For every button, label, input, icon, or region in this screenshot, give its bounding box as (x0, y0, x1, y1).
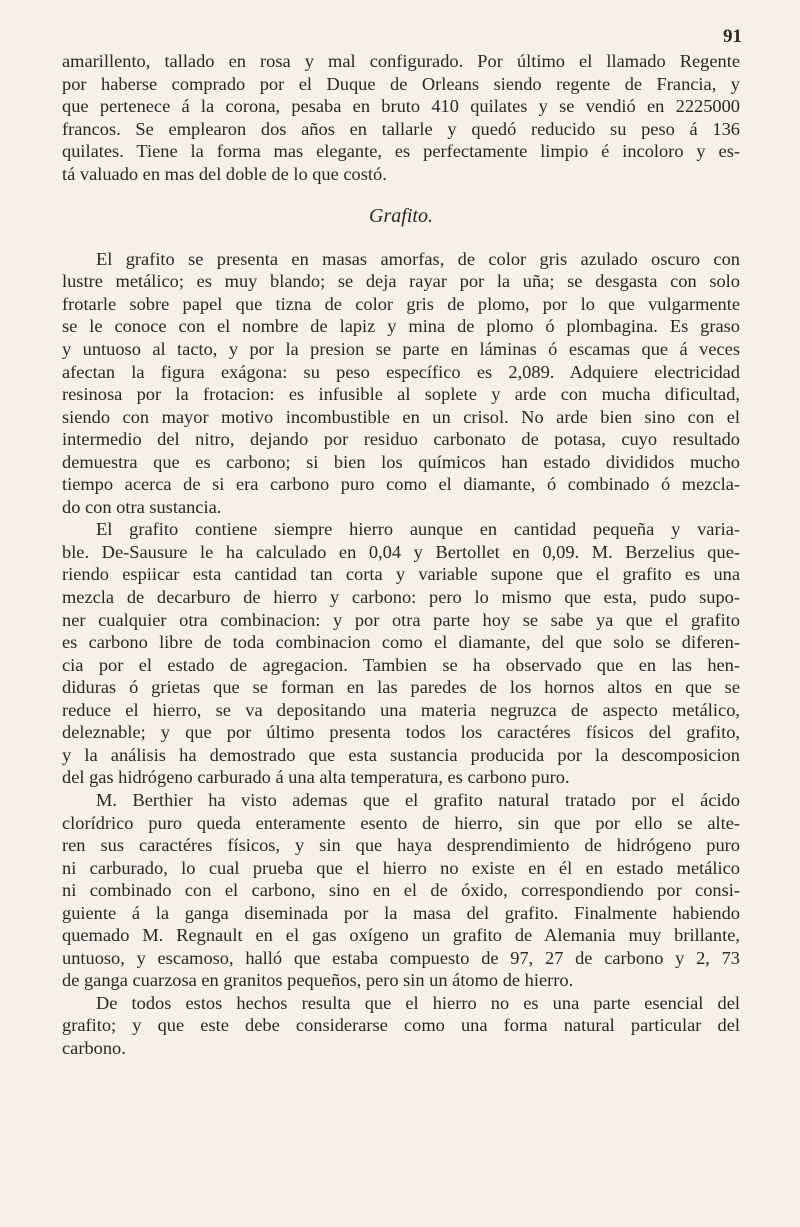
text-line: frotarle sobre papel que tizna de color gris de plomo, por lo que vulgarmente (62, 293, 740, 314)
text-line: afectan la figura exágona: su peso específico es 2,089. Adquiere electricidad (62, 361, 740, 382)
text-line: tá valuado en mas del doble de lo que costó. (62, 163, 387, 184)
text-line: ner cualquier otra combinacion: y por otra parte hoy se sabe ya que el grafito (62, 609, 740, 630)
text-line: del gas hidrógeno carburado á una alta temperatura, es carbono puro. (62, 767, 570, 788)
text-line: ble. De-Sausure le ha calculado en 0,04 y Bertollet en 0,09. M. Berzelius que- (62, 541, 740, 562)
text-line: y untuoso al tacto, y por la presion se parte en láminas ó escamas que á veces (62, 339, 740, 360)
text-line: deleznable; y que por último presenta todos los caractéres físicos del grafito, (62, 722, 740, 743)
text-line: El grafito se presenta en masas amorfas, de color gris azulado oscuro con (96, 248, 740, 269)
text-line: De todos estos hechos resulta que el hierro no es una parte esencial del (96, 992, 740, 1013)
text-line: de ganga cuarzosa en granitos pequeños, pero sin un átomo de hierro. (62, 970, 574, 991)
text-line: riendo espiicar esta cantidad tan corta y variable supone que el grafito es una (62, 564, 740, 585)
text-line: M. Berthier ha visto ademas que el grafito natural tratado por el ácido (96, 789, 740, 810)
paragraph-iron-content (62, 518, 740, 789)
text-line: tiempo acerca de si era carbono puro como el diamante, ó combinado ó mezcla- (62, 474, 740, 495)
text-line: untuoso, y escamoso, halló que estaba compuesto de 97, 27 de carbono y 2, 73 (62, 947, 740, 968)
text-line: grafito; y que este debe considerarse como una forma natural particular del (62, 1015, 740, 1036)
text-line: es carbono libre de toda combinacion como el diamante, del que solo se diferen- (62, 632, 740, 653)
text-line: ren sus caractéres físicos, y sin que haya desprendimiento de hidrógeno puro (62, 835, 740, 856)
text-line: clorídrico puro queda enteramente esento de hierro, sin que por ello se alte- (62, 812, 740, 833)
text-line: demuestra que es carbono; si bien los químicos han estado divididos mucho (62, 451, 740, 472)
text-line: carbono. (62, 1037, 126, 1058)
text-line: guiente á la ganga diseminada por la masa del grafito. Finalmente habiendo (62, 902, 740, 923)
text-line: y la análisis ha demostrado que esta sustancia producida por la descomposicion (62, 744, 740, 765)
paragraph-conclusion (62, 992, 740, 1060)
paragraph-berthier (62, 789, 740, 992)
text-line: mezcla de decarburo de hierro y carbono: pero lo mismo que esta, pudo supo- (62, 587, 740, 608)
text-line: quilates. Tiene la forma mas elegante, es perfectamente limpio é incoloro y es- (62, 141, 740, 162)
text-line: siendo con mayor motivo incombustible en un crisol. No arde bien sino con el (62, 406, 740, 427)
text-line: lustre metálico; es muy blando; se deja rayar por la uña; se desgasta con solo (62, 271, 740, 292)
text-line: cia por el estado de agregacion. Tambien se ha observado que en las hen- (62, 654, 740, 675)
text-line: se le conoce con el nombre de lapiz y mina de plomo ó plombagina. Es graso (62, 316, 740, 337)
text-line: El grafito contiene siempre hierro aunque en cantidad pequeña y varia- (96, 519, 740, 540)
text-line: diduras ó grietas que se forman en las paredes de los hornos altos en que se (62, 677, 740, 698)
text-line: amarillento, tallado en rosa y mal configurado. Por último el llamado Regente (62, 51, 740, 71)
text-line: ni combinado con el carbono, sino en el de óxido, correspondiendo por consi- (62, 880, 740, 901)
text-line: que pertenece á la corona, pesaba en bruto 410 quilates y se vendió en 2225000 (62, 96, 740, 117)
text-line: ni carburado, lo cual prueba que el hierro no existe en él en estado metálico (62, 857, 740, 878)
text-line: do con otra sustancia. (62, 496, 222, 517)
text-line: por haberse comprado por el Duque de Orleans siendo regente de Francia, y (62, 73, 740, 94)
section-heading: Grafito. (369, 205, 433, 228)
text-line: resinosa por la frotacion: es infusible al soplete y arde con mucha dificultad, (62, 384, 740, 405)
page-number: 91 (723, 26, 742, 47)
text-line: quemado M. Regnault en el gas oxígeno un grafito de Alemania muy brillante, (62, 925, 740, 946)
text-line: intermedio del nitro, dejando por residuo carbonato de potasa, cuyo resultado (62, 429, 740, 450)
paragraph-grafito-description (62, 248, 740, 519)
paragraph-intro (62, 50, 740, 185)
text-line: reduce el hierro, se va depositando una materia negruzca de aspecto metálico, (62, 699, 740, 720)
body-text (62, 50, 740, 1060)
text-line: francos. Se emplearon dos años en tallarle y quedó reducido su peso á 136 (62, 118, 740, 139)
